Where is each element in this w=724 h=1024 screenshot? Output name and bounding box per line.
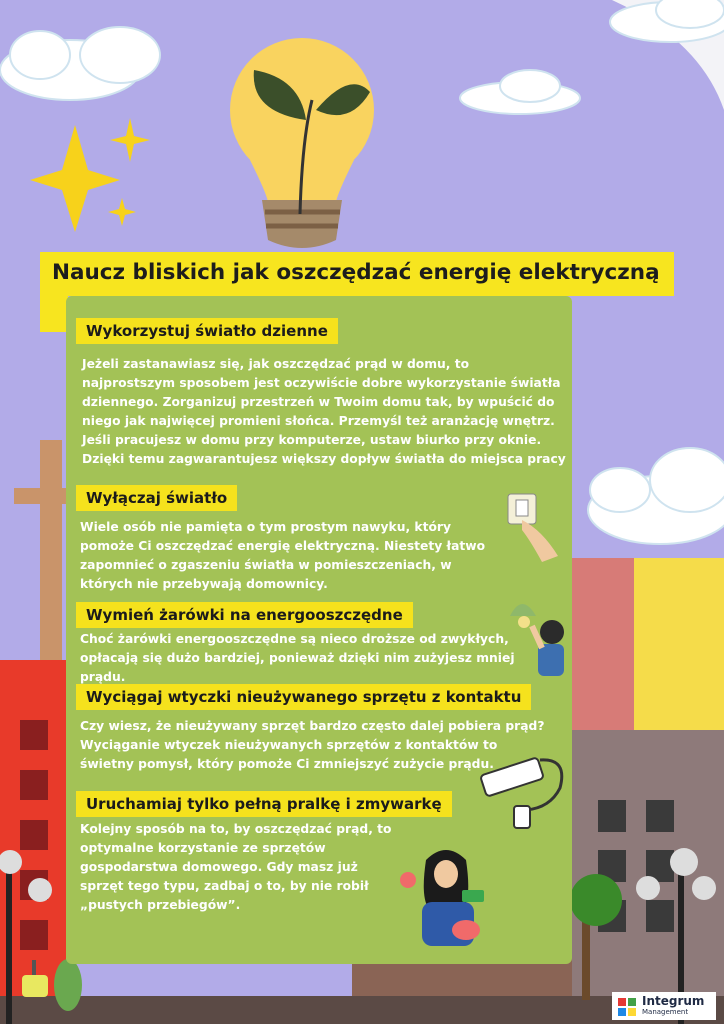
logo-name: Integrum [642,994,705,1008]
title-tab [40,296,68,332]
section-body: Czy wiesz, że nieużywany sprzęt bardzo często dalej pobiera prąd? Wyciąganie wtyczek nieużywanych sprzętów z kontaktów to świetny pomysł, który pomoże Ci zmniejszyć zużycie prądu. [80,719,545,771]
person-saving-money-icon [396,840,506,950]
section-body: Wiele osób nie pamięta o tym prostym nawyku, który pomoże Ci oszczędzać energię elektryczną. Niestety łatwo zapomnieć o zgaszeniu światła w pomieszczeniach, w których nie przebywają domownicy. [80,520,486,591]
section-heading: Wyłączaj światło [76,485,237,511]
brand-logo [612,992,716,1020]
logo-mark-icon [618,998,638,1016]
power-strip-icon [480,748,570,836]
section-body: Jeżeli zastanawiasz się, jak oszczędzać prąd w domu, to najprostszym sposobem jest oczywiście dobre wykorzystanie światła dziennego. Zorganizuj przestrzeń w Twoim domu tak, by wpuścić do niego jak najwięcej promieni słońca. Przemyśl też aranżację wnętrz. Jeśli pracujesz w domu przy komputerze, ustaw biurko przy oknie. Dzięki temu zagwarantujesz większy dopływ światła do miejsca pracy [82,357,566,466]
title-banner [40,252,674,296]
section-heading: Wykorzystuj światło dzienne [76,318,338,344]
logo-subtitle: Management [642,1008,689,1016]
section-body: Kolejny sposób na to, by oszczędzać prąd, to optymalne korzystanie ze sprzętów gospodarstwa domowego. Gdy masz już sprzęt tego typu, zadbaj o to, by nie robił „pustych przebiegów”. [80,822,392,912]
section-body: Choć żarówki energooszczędne są nieco droższe od zwykłych, opłacają się dużo bardziej, ponieważ dzięki nim zużyjesz mniej prądu. [80,632,515,684]
person-bulb-icon [502,592,572,678]
section-heading: Wyciągaj wtyczki nieużywanego sprzętu z kontaktu [76,684,531,710]
section-heading: Uruchamiaj tylko pełną pralkę i zmywarkę [76,791,452,817]
section-heading: Wymień żarówki na energooszczędne [76,602,413,628]
light-switch-icon [502,490,566,564]
page-title: Naucz bliskich jak oszczędzać energię elektryczną [52,260,660,285]
